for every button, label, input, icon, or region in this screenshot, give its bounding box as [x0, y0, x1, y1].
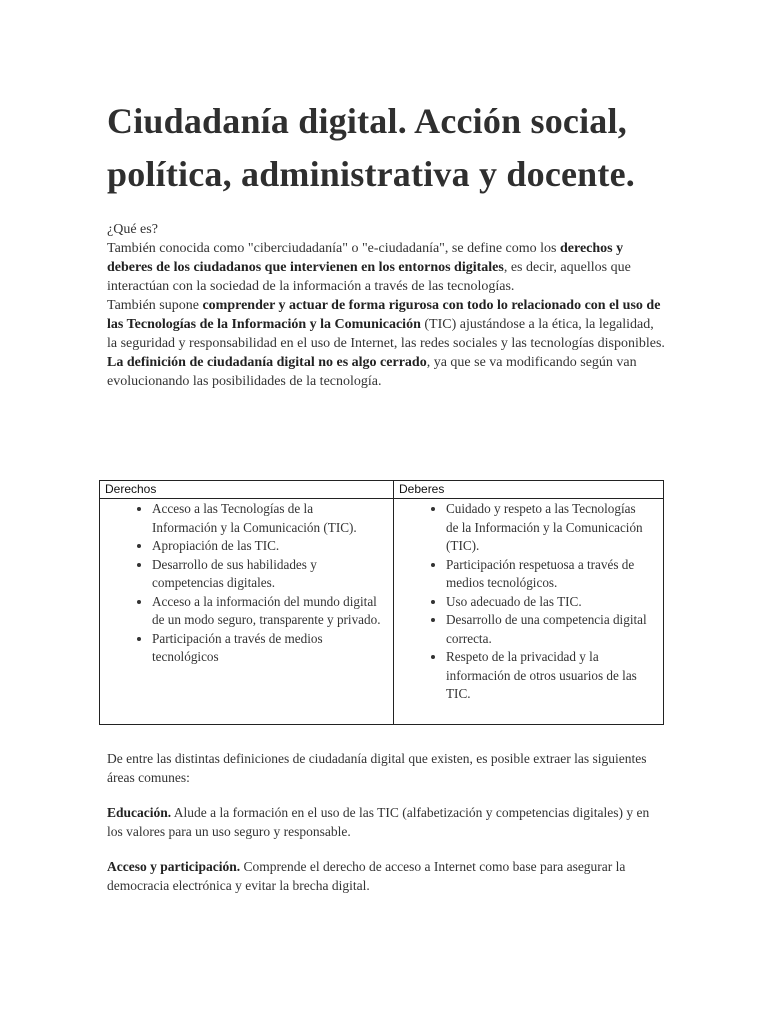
derechos-list	[100, 500, 381, 667]
bold-run: derechos y deberes de los ciudadanos que intervienen en los entornos digitales	[107, 241, 624, 275]
deberes-cell	[394, 499, 664, 725]
list-item: • Acceso a la información del mundo digital de un modo seguro, transparente y privado.	[152, 593, 381, 630]
deberes-list	[394, 500, 651, 704]
bold-run: Educación.	[107, 805, 172, 820]
bold-run: comprender y actuar de forma rigurosa con todo lo relacionado con el uso de las Tecnologías de la Información y la Comunicación	[107, 298, 661, 332]
list-item: • Respeto de la privacidad y la información de otros usuarios de las TIC.	[446, 648, 651, 704]
paragraph-supone	[107, 296, 667, 353]
text-run: También supone	[107, 298, 203, 313]
bold-run: Acceso y participación.	[107, 859, 241, 874]
text-run: Comprende el derecho de acceso a Internet como base para asegurar la democracia electrónica y evitar la brecha digital.	[107, 859, 626, 893]
common-areas-section	[107, 750, 662, 912]
list-item: • Participación a través de medios tecnológicos	[152, 630, 381, 667]
paragraph-acceso	[107, 858, 662, 895]
bold-run: La definición de ciudadanía digital no es algo cerrado	[107, 355, 427, 370]
list-item: • Acceso a las Tecnologías de la Información y la Comunicación (TIC).	[152, 500, 381, 537]
text-run: (TIC) ajustándose a la ética, la legalidad, la seguridad y responsabilidad en el uso de Internet, las redes sociales y las tecnologías disponibles.	[107, 317, 665, 351]
paragraph-areas: De entre las distintas definiciones de ciudadanía digital que existen, es posible extraer las siguientes áreas comunes:	[107, 751, 647, 785]
table-row	[100, 499, 664, 725]
list-item: • Uso adecuado de las TIC.	[446, 593, 651, 612]
paragraph-educacion	[107, 804, 662, 841]
list-item: • Participación respetuosa a través de medios tecnológicos.	[446, 556, 651, 593]
paragraph-definition	[107, 239, 667, 296]
list-item: • Apropiación de las TIC.	[152, 537, 381, 556]
section-heading: ¿Qué es?	[107, 222, 158, 237]
list-item: • Cuidado y respeto a las Tecnologías de la Información y la Comunicación (TIC).	[446, 500, 651, 556]
paragraph-no-cerrado	[107, 353, 667, 391]
list-item: • Desarrollo de una competencia digital correcta.	[446, 611, 651, 648]
header-deberes: Deberes	[394, 481, 664, 499]
derechos-cell	[100, 499, 394, 725]
intro-section	[107, 220, 667, 391]
text-run: Alude a la formación en el uso de las TIC (alfabetización y competencias digitales) y en los valores para un uso seguro y responsable.	[107, 805, 650, 839]
document-page	[105, 95, 667, 893]
text-run: , es decir, aquellos que interactúan con la sociedad de la información a través de las tecnologías.	[107, 260, 631, 294]
table-header-row	[100, 481, 664, 499]
list-item: • Desarrollo de sus habilidades y competencias digitales.	[152, 556, 381, 593]
text-run: , ya que se va modificando según van evolucionando las posibilidades de la tecnología.	[107, 355, 637, 389]
text-run: También conocida como "ciberciudadanía" o "e-ciudadanía", se define como los	[107, 241, 560, 256]
page-title: Ciudadanía digital. Acción social, política, administrativa y docente.	[107, 101, 635, 194]
rights-duties-table	[99, 480, 664, 725]
header-derechos: Derechos	[100, 481, 394, 499]
